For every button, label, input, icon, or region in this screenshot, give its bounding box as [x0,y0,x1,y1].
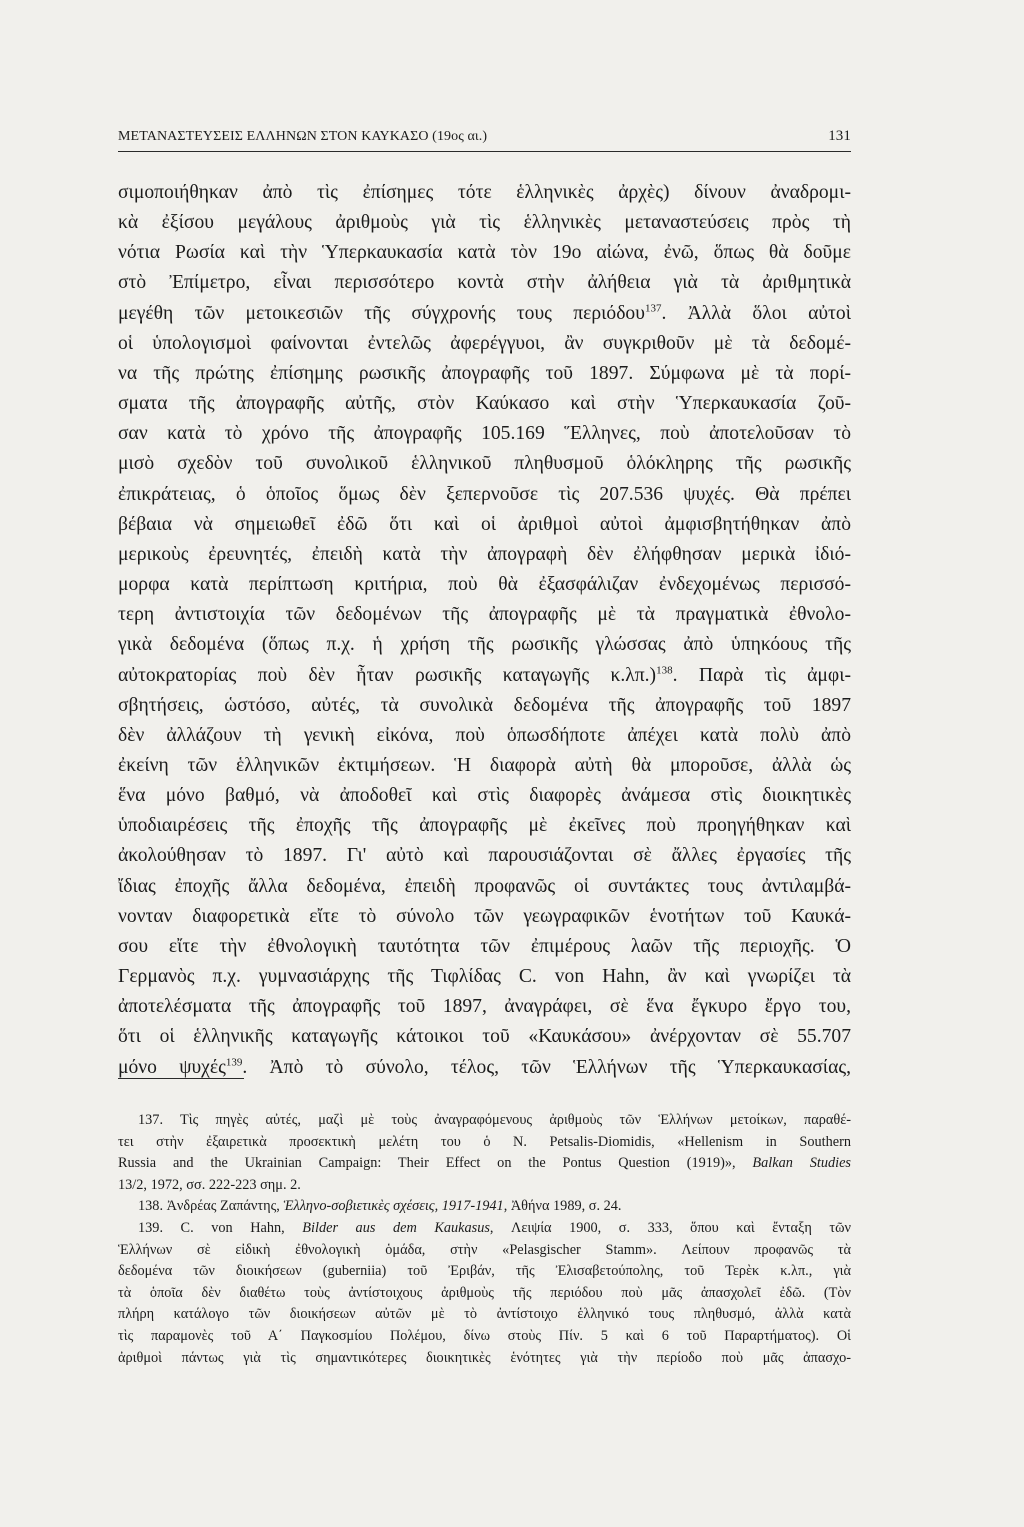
footnote-text: 139. C. von Hahn, [138,1219,303,1236]
footnote-ref-139[interactable]: 139 [225,1056,243,1068]
footnote-line [118,1218,851,1240]
footnote-ref-137[interactable]: 137 [644,302,662,315]
text-line: ἐπικράτειας, ὁ ὁποῖος ὅμως δὲν ξεπερνοῦσε τὶς 207.536 ψυχές. Θὰ πρέπει [118,483,851,505]
text-line: σου εἴτε τὴν ἐθνολογικὴ ταυτότητα τῶν ἐπιμέρους λαῶν τῆς περιοχῆς. Ὁ [118,935,851,957]
footnote-line: Ἑλλήνων σὲ εἰδικὴ ἐθνολογικὴ ὁμάδα, στὴν «Pelasgischer Stamm». Λείπουν προφανῶς τὰ [118,1241,851,1258]
text-line [118,661,851,691]
running-header [118,128,851,152]
book-title: Ἑλληνο-σοβιετικὲς σχέσεις, 1917-1941 [283,1198,504,1215]
text-line: να τῆς πρώτης ἐπίσημης ρωσικῆς ἀπογραφῆς τοῦ 1897. Σύμφωνα μὲ τὰ πορί- [118,362,851,384]
text-line: ἀποτελέσματα τῆς ἀπογραφῆς τοῦ 1897, ἀναγράφει, σὲ ἕνα ἔγκυρο ἔργο του, [118,996,851,1018]
page-number: 131 [828,128,851,144]
footnote-text: , Ἀθήνα 1989, σ. 24. [503,1198,622,1215]
text-line: ἕνα μόνο βαθμό, νὰ ἀποδοθεῖ καὶ στὶς διαφορὲς ἀνάμεσα στὶς διοικητικὲς [118,785,851,807]
text-line: στὸ Ἐπίμετρο, εἶναι περισσότερο κοντὰ στὴν ἀλήθεια γιὰ τὰ ἀριθμητικὰ [118,272,851,294]
book-title: Bilder aus dem Kaukasus [302,1219,490,1236]
text-segment: μεγέθη τῶν μετοικεσιῶν τῆς σύγχρονής τους περιόδου [118,302,645,324]
footnote-line: πλήρη κατάλογο τῶν διοικήσεων αὐτῶν μὲ τὸ ἀντίστοιχο ἑλληνικό τους πληθυσμό, ἀλλὰ κατὰ [118,1306,851,1323]
text-segment: αὐτοκρατορίας ποὺ δὲν ἦταν ρωσικῆς καταγωγῆς κ.λπ.) [118,664,657,686]
text-line [118,299,851,329]
text-line: ἐκείνη τῶν ἑλληνικῶν ἐκτιμήσεων. Ἡ διαφορὰ αὐτὴ θὰ μποροῦσε, ἀλλὰ ὡς [118,754,851,776]
footnote-139 [118,1218,851,1369]
text-line: γικὰ δεδομένα (ὅπως π.χ. ἡ χρήση τῆς ρωσικῆς γλώσσας ἀπὸ ὑπηκόους τῆς [118,634,851,656]
text-line: σβητήσεις, ὡστόσο, αὐτές, τὰ συνολικὰ δεδομένα τῆς ἀπογραφῆς τοῦ 1897 [118,694,851,716]
footnote-137 [118,1110,851,1196]
footnote-ref-138[interactable]: 138 [656,663,673,676]
footnote-separator [118,1078,244,1079]
footnote-line: 137. Τὶς πηγὲς αὐτές, μαζὶ μὲ τοὺς ἀναγραφόμενους ἀριθμοὺς τῶν Ἑλλήνων μετοίκων, παραθέ- [138,1112,851,1128]
footnote-text: Russia and the Ukrainian Campaign: Their Effect on the Pontus Question (1919)», [118,1155,753,1172]
footnote-line: τὶς παραμονὲς τοῦ Α΄ Παγκοσμίου Πολέμου, δίνω στοὺς Πίν. 5 καὶ 6 τοῦ Παραρτήματος). Οἱ [118,1327,851,1344]
text-line: δὲν ἀλλάζουν τὴ γενικὴ εἰκόνα, ποὺ ὁπωσδήποτε ἀπέχει κατὰ πολὺ ἀπὸ [118,724,851,746]
text-line: νονταν διαφορετικὰ εἴτε τὸ σύνολο τῶν γεωγραφικῶν ἑνοτήτων τοῦ Καυκά- [118,905,851,927]
text-segment: μόνο ψυχές [118,1056,226,1078]
running-title: ΜΕΤΑΝΑΣΤΕΥΣΕΙΣ ΕΛΛΗΝΩΝ ΣΤΟΝ ΚΑΥΚΑΣΟ (19ος αι.) [118,129,488,144]
text-line: ὑποδιαιρέσεις τῆς ἐποχῆς τῆς ἀπογραφῆς μὲ ἐκεῖνες ποὺ προηγήθηκαν καὶ [118,815,851,837]
text-line: νότια Ρωσία καὶ τὴν Ὑπερκαυκασία κατὰ τὸν 19ο αἰώνα, ἐνῶ, ὅπως θὰ δοῦμε [118,242,851,264]
text-line: Γερμανὸς π.χ. γυμνασιάρχης τῆς Τιφλίδας C. von Hahn, ἂν καὶ γνωρίζει τὰ [118,966,851,988]
text-segment: . Ἀλλὰ ὅλοι αὐτοὶ [661,302,851,324]
text-line: σιμοποιήθηκαν ἀπὸ τὶς ἐπίσημες τότε ἑλληνικὲς ἀρχὲς) δίνουν ἀναδρομι- [118,182,851,203]
footnote-line [118,1153,851,1175]
text-line: μερικοὺς ἐρευνητές, ἐπειδὴ κατὰ τὴν ἀπογραφὴ δὲν ἐλήφθησαν μερικὰ ἰδιό- [118,543,851,565]
text-line: μισὸ σχεδὸν τοῦ συνολικοῦ ἑλληνικοῦ πληθυσμοῦ ὁλόκληρης τῆς ρωσικῆς [118,453,851,475]
footnote-text: , Λειψία 1900, σ. 333, ὅπου καὶ ἔνταξη τῶν [489,1219,851,1236]
footnote-line: τὰ ὁποῖα δὲν διαθέτω τοὺς ἀντίστοιχους ἀριθμοὺς τῆς περιόδου ποὺ μᾶς ἀπασχολεῖ ἐδῶ. (Τὸν [118,1284,851,1301]
main-text [118,178,851,1083]
footnote-text: 138. Ἀνδρέας Ζαπάντης, [138,1198,284,1215]
footnote-line: δεδομένα τῶν διοικήσεων (guberniia) τοῦ Ἐριβάν, τῆς Ἐλισαβετούπολης, τοῦ Τερὲκ κ.λπ., γιὰ [118,1263,851,1280]
text-line: τερη ἀντιστοιχία τῶν δεδομένων τῆς ἀπογραφῆς μὲ τὰ πραγματικὰ ἐθνολο- [118,604,851,626]
text-line: μορφα κατὰ περίπτωση κριτήρια, ποὺ θὰ ἐξασφάλιζαν ἐνδεχομένως περισσό- [118,574,851,596]
footnotes [118,1110,851,1369]
text-line: σαν κατὰ τὸ χρόνο τῆς ἀπογραφῆς 105.169 Ἕλληνες, ποὺ ἀποτελοῦσαν τὸ [118,423,851,445]
text-line: ἴδιας ἐποχῆς ἄλλα δεδομένα, ἐπειδὴ προφανῶς οἱ συντάκτες τους ἀντιλαμβά- [118,875,851,897]
text-line: βέβαια νὰ σημειωθεῖ ἐδῶ ὅτι καὶ οἱ ἀριθμοὶ αὐτοὶ ἀμφισβητήθηκαν ἀπὸ [118,513,851,535]
journal-title: Balkan Studies [752,1155,851,1172]
footnote-line: 13/2, 1972, σσ. 222-223 σημ. 2. [118,1176,301,1193]
text-segment: . Παρὰ τὶς ἀμφι- [672,664,851,686]
text-line: ὅτι οἱ ἑλληνικῆς καταγωγῆς κάτοικοι τοῦ «Καυκάσου» ἀνέρχονταν σὲ 55.707 [118,1026,851,1048]
text-line: κὰ ἐξίσου μεγάλους ἀριθμοὺς γιὰ τὶς ἑλληνικὲς μεταναστεύσεις πρὸς τὴ [118,212,851,234]
text-line: ἀκολούθησαν τὸ 1897. Γι' αὐτὸ καὶ παρουσιάζονται σὲ ἄλλες ἐργασίες τῆς [118,845,851,867]
footnote-line: ἀριθμοὶ πάντως γιὰ τὶς σημαντικότερες διοικητικὲς ἑνότητες γιὰ τὴν περίοδο ποὺ μᾶς ἀπασχο- [118,1349,851,1366]
text-line: σματα τῆς ἀπογραφῆς αὐτῆς, στὸν Καύκασο καὶ στὴν Ὑπερκαυκασία ζοῦ- [118,393,851,415]
text-segment: . Ἀπὸ τὸ σύνολο, τέλος, τῶν Ἑλλήνων τῆς Ὑπερκαυκασίας, [242,1056,851,1078]
footnote-line [118,1196,851,1218]
footnote-138 [118,1196,851,1218]
text-line: οἱ ὑπολογισμοὶ φαίνονται ἐντελῶς ἀφερέγγυοι, ἂν συγκριθοῦν μὲ τὰ δεδομέ- [118,332,851,354]
footnote-line: τει στὴν ἐξαιρετικὰ προσεκτικὴ μελέτη του ὁ Ν. Petsalis-Diomidis, «Hellenism in Southern [118,1133,851,1150]
